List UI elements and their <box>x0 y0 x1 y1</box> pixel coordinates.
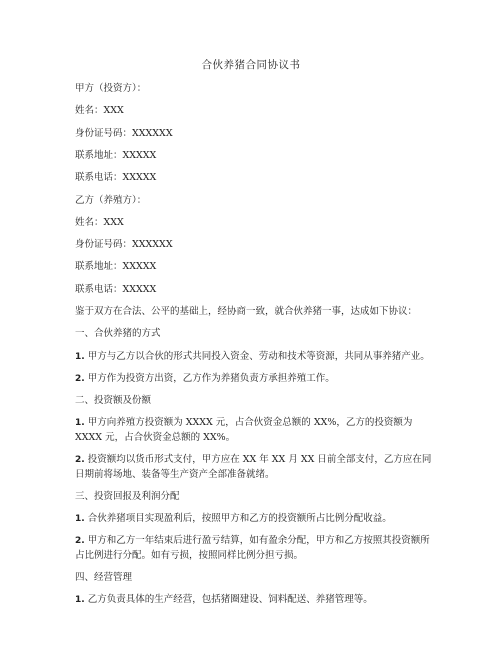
clause-text: 甲方与乙方以合伙的形式共同投入资金、劳动和技术等资源，共同从事养猪产业。 <box>84 351 430 362</box>
clause <box>75 350 435 364</box>
party-b-id-number: 身份证号码：XXXXXX <box>75 239 173 250</box>
section-heading: 三、投资回报及利润分配 <box>75 491 180 502</box>
party-a-heading: 甲方（投资方）： <box>75 83 147 94</box>
clause-number: 2. <box>75 374 85 384</box>
clause-number: 1. <box>75 352 85 362</box>
clause <box>75 453 435 481</box>
clause-text: 甲方和乙方一年结束后进行盈亏结算，如有盈余分配，甲方和乙方按照其投资额所占比例进行分配。如有亏损，按照同样比例分担亏损。 <box>75 535 430 561</box>
clause <box>75 512 435 526</box>
clause-text: 投资额均以货币形式支付，甲方应在 XX 年 XX 月 XX 日前全部支付，乙方应在同日期前将场地、装备等生产资产全部准备就绪。 <box>75 454 432 480</box>
party-b-name: 姓名：XXX <box>75 217 124 228</box>
party-a-name: 姓名：XXX <box>75 105 124 116</box>
party-a-id-number: 身份证号码：XXXXXX <box>75 128 173 139</box>
section-heading: 一、合伙养猪的方式 <box>75 328 161 339</box>
party-b-heading: 乙方（养殖方）： <box>75 195 147 206</box>
clause <box>75 372 435 386</box>
section-heading: 四、经营管理 <box>75 572 133 583</box>
party-b-address: 联系地址：XXXXX <box>75 261 157 272</box>
clause-text: 合伙养猪项目实现盈利后，按照甲方和乙方的投资额所占比例分配收益。 <box>84 513 392 524</box>
document-title: 合伙养猪合同协议书 <box>201 59 301 71</box>
clause <box>75 593 435 607</box>
clause-number: 1. <box>75 514 85 524</box>
party-a-phone: 联系电话：XXXXX <box>75 172 157 183</box>
clause-number: 1. <box>75 418 85 428</box>
clause-text: 甲方向养殖方投资额为 XXXX 元，占合伙资金总额的 XX%，乙方的投资额为 XXXX 元，占合伙资金总额的 XX%。 <box>75 417 413 443</box>
party-a-address: 联系地址：XXXXX <box>75 150 157 161</box>
preamble: 鉴于双方在合法、公平的基础上，经协商一致，就合伙养猪一事，达成如下协议： <box>75 306 418 317</box>
clause-number: 2. <box>75 455 85 465</box>
clause <box>75 534 435 562</box>
section-heading: 二、投资额及份额 <box>75 395 152 406</box>
clause-number: 1. <box>75 595 85 605</box>
clause-text: 甲方作为投资方出资，乙方作为养猪负责方承担养殖工作。 <box>84 373 335 384</box>
clause <box>75 416 435 444</box>
clause-number: 2. <box>75 536 85 546</box>
clause-text: 乙方负责具体的生产经营，包括猪圈建设、饲料配送、养猪管理等。 <box>84 594 373 605</box>
party-b-phone: 联系电话：XXXXX <box>75 284 157 295</box>
